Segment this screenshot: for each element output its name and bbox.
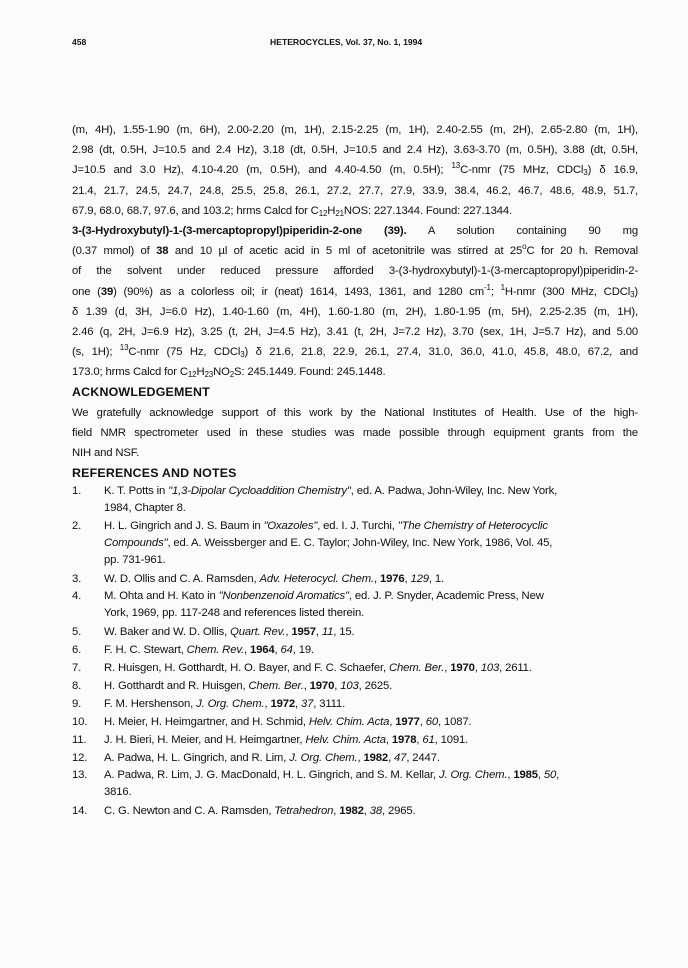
text-line: 3-(3-Hydroxybutyl)-1-(3-mercaptopropyl)piperidin-2-one (39). A solution containing 90 mg xyxy=(72,224,638,237)
reference-item: 3. W. D. Ollis and C. A. Ramsden, Adv. Heterocycl. Chem., 1976, 129, 1. xyxy=(72,573,444,586)
text-line: 173.0; hrms Calcd for $C_{12}H_{23}NO_2S$: 245.1449. Found: 245.1448. xyxy=(72,366,386,380)
reference-item: 9. F. M. Hershenson, J. Org. Chem., 1972, 37, 3111. xyxy=(72,698,346,711)
text-line: 2.98 (dt, 0.5H, J=10.5 and 2.4 Hz), 3.18 (dt, 0.5H, J=10.5 and 2.4 Hz), 3.63-3.70 (m, 0.5H), 3.88 (dt, 0.5H, xyxy=(72,144,638,157)
acknowledgement-heading: ACKNOWLEDGEMENT xyxy=(72,385,210,400)
reference-item: 11. J. H. Bieri, H. Meier, and H. Heimgartner, Helv. Chim. Acta, 1978, 61, 1091. xyxy=(72,734,469,747)
running-header xyxy=(72,37,648,55)
text-line: field NMR spectrometer used in these studies was made possible through equipment grants from the xyxy=(72,426,638,439)
reference-item: 10. H. Meier, H. Heimgartner, and H. Schmid, Helv. Chim. Acta, 1977, 60, 1087. xyxy=(72,716,472,729)
reference-item: 2. H. L. Gingrich and J. S. Baum in "Oxazoles", ed. I. J. Turchi, "The Chemistry of Heterocyclic Compounds", ed. A. Weissberger and E. C. Taylor; John-Wiley, Inc. New York, 1986, Vol. 45, pp. 731-961. xyxy=(72,520,553,567)
compound-title: 3-(3-Hydroxybutyl)-1-(3-mercaptopropyl)piperidin-2-one (39). xyxy=(72,224,407,237)
compound-39-paragraph xyxy=(72,221,638,383)
text-line: J=10.5 and 3.0 Hz), 4.10-4.20 (m, 0.5H), and 4.40-4.50 (m, 0.5H); $^{13}$C-nmr (75 MHz, CDCl$_3$) δ 16.9, xyxy=(72,161,639,178)
text-line: 2.46 (q, 2H, J=6.9 Hz), 3.25 (t, 2H, J=4.5 Hz), 3.41 (t, 2H, J=7.2 Hz), 3.70 (sex, 1H, J=5.7 Hz), and 5.00 xyxy=(72,325,638,338)
page-number: 458 xyxy=(72,37,87,47)
reference-item: 12. A. Padwa, H. L. Gingrich, and R. Lim, J. Org. Chem., 1982, 47, 2447. xyxy=(72,752,440,765)
text-line: We gratefully acknowledge support of this work by the National Institutes of Health. Use of the high- xyxy=(72,406,638,419)
text-line: (m, 4H), 1.55-1.90 (m, 6H), 2.00-2.20 (m, 1H), 2.15-2.25 (m, 1H), 2.40-2.55 (m, 2H), 2.65-2.80 (m, 1H), xyxy=(72,124,638,136)
text-line: (s, 1H); $^{13}$C-nmr (75 Hz, CDCl$_3$) δ 21.6, 21.8, 22.9, 26.1, 27.4, 31.0, 36.0, 41.0, 45.8, 48.0, 67.2, and xyxy=(72,343,638,360)
text-line: one (39) (90%) as a colorless oil; ir (neat) 1614, 1493, 1361, and 1280 $cm^{-1}$; $^1$H-nmr (300 MHz, CDCl$_3$) xyxy=(72,282,639,299)
references-heading: REFERENCES AND NOTES xyxy=(72,466,237,481)
reference-item: 1. K. T. Potts in "1,3-Dipolar Cycloaddition Chemistry", ed. A. Padwa, John-Wiley, Inc. New York, 1984, Chapter 8. xyxy=(72,485,558,515)
reference-item: 7. R. Huisgen, H. Gotthardt, H. O. Bayer, and F. C. Schaefer, Chem. Ber., 1970, 103, 2611. xyxy=(72,662,532,675)
reference-item: 8. H. Gotthardt and R. Huisgen, Chem. Ber., 1970, 103, 2625. xyxy=(72,680,393,693)
reference-item: 4. M. Ohta and H. Kato in "Nonbenzenoid Aromatics", ed. J. P. Snyder, Academic Press, New York, 1969, pp. 117-248 and references listed therein. xyxy=(72,590,544,620)
page-body xyxy=(72,120,638,820)
text-line: 21.4, 21.7, 24.5, 24.7, 24.8, 25.5, 25.8, 26.1, 27.2, 27.7, 27.9, 33.9, 38.4, 46.2, 46.7, 48.6, 48.9, 51.7, xyxy=(72,184,638,197)
text-line: NIH and NSF. xyxy=(72,447,140,459)
nmr-data-paragraph xyxy=(72,120,638,221)
reference-item: 5. W. Baker and W. D. Ollis, Quart. Rev., 1957, 11, 15. xyxy=(72,626,355,639)
text-line: (0.37 mmol) of 38 and 10 µl of acetic acid in 5 ml of acetonitrile was stirred at 25$^o$C for 20 h. Removal xyxy=(72,242,638,258)
journal-title: HETEROCYCLES, Vol. 37, No. 1, 1994 xyxy=(270,37,423,47)
reference-item: 14. C. G. Newton and C. A. Ramsden, Tetrahedron, 1982, 38, 2965. xyxy=(72,805,416,818)
references-section xyxy=(72,463,638,820)
reference-item: 6. F. H. C. Stewart, Chem. Rev., 1964, 64, 19. xyxy=(72,644,314,657)
text-line: 67.9, 68.0, 68.7, 97.6, and 103.2; hrms Calcd for $C_{12}H_{21}NOS$: 227.1344. Found: 227.1344. xyxy=(72,204,512,218)
reference-item: 13. A. Padwa, R. Lim, J. G. MacDonald, H. L. Gingrich, and S. M. Kellar, J. Org. Chem., 1985, 50, 3816. xyxy=(72,769,560,799)
acknowledgement-section xyxy=(72,382,638,463)
text-line: δ 1.39 (d, 3H, J=6.0 Hz), 1.40-1.60 (m, 4H), 1.60-1.80 (m, 2H), 1.80-1.95 (m, 5H), 2.25-2.35 (m, 1H), xyxy=(72,305,638,318)
text-line: of the solvent under reduced pressure afforded 3-(3-hydroxybutyl)-1-(3-mercaptopropyl)piperidin-2- xyxy=(72,265,638,278)
